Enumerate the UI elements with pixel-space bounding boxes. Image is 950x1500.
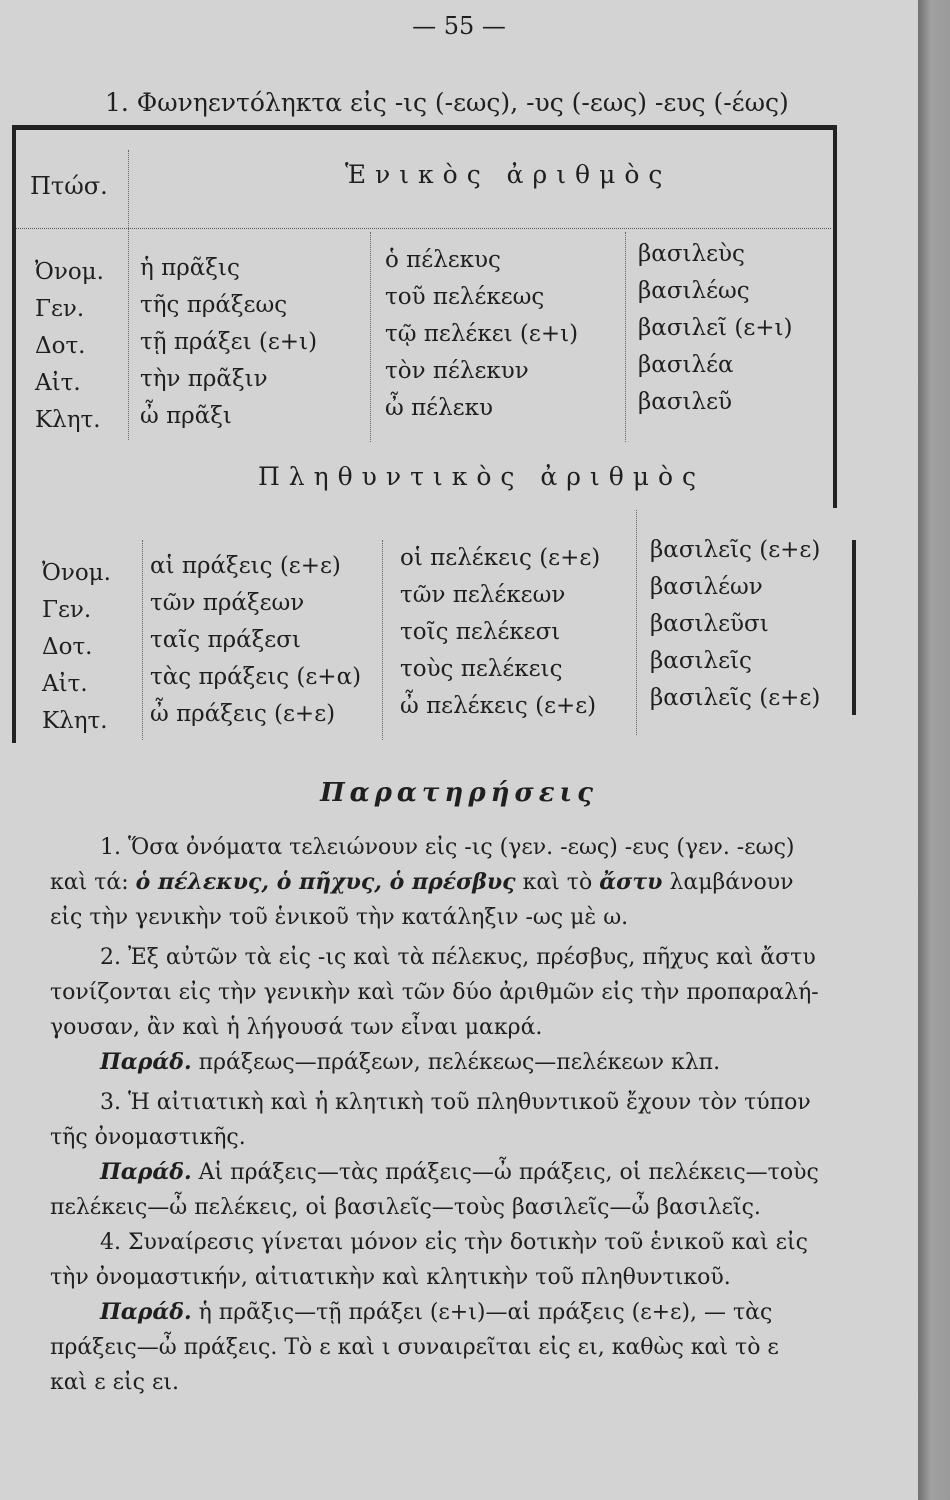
text-span: καὶ τά:	[50, 870, 129, 895]
table-cell: τῷ πελέκει (ε+ι)	[385, 321, 579, 347]
table-cell: βασιλέως	[638, 278, 750, 304]
example-line	[50, 1155, 890, 1190]
table-left-border	[12, 128, 16, 743]
singular-col1	[140, 250, 317, 435]
singular-col3	[638, 236, 793, 421]
case-label: Γεν.	[42, 597, 92, 623]
table-cell: βασιλεὺς	[638, 241, 745, 267]
observation-2	[50, 940, 890, 1080]
case-label: Κλητ.	[35, 407, 101, 433]
case-label: Αἰτ.	[42, 671, 88, 697]
plural-case-col-divider	[142, 540, 143, 740]
example-text: ἡ πρᾶξις—τῇ πράξει (ε+ι)—αἱ πράξεις (ε+ε), — τὰς	[198, 1300, 773, 1325]
plural-col1	[150, 548, 361, 733]
plural-header: Πληθυντικὸς ἀριθμὸς	[258, 462, 706, 491]
page-number: — 55 —	[412, 12, 506, 40]
text-span: καὶ τὸ	[522, 870, 593, 895]
table-cell: τῆς πράξεως	[140, 292, 288, 318]
table-cell: τῶν πράξεων	[150, 590, 305, 616]
text-span: λαμβάνουν	[669, 870, 794, 895]
example-label: Παράδ.	[100, 1049, 192, 1075]
table-cell: τὰς πράξεις (ε+α)	[150, 664, 362, 690]
text-line	[50, 865, 890, 900]
table-right-border	[833, 128, 837, 508]
case-label: Δοτ.	[35, 333, 86, 359]
observation-4	[50, 1225, 890, 1400]
case-col-divider	[128, 150, 129, 440]
case-label: Δοτ.	[42, 634, 93, 660]
text-line: τονίζονται εἰς τὴν γενικὴν καὶ τῶν δύο ἀριθμῶν εἰς τὴν προπαραλή-	[50, 980, 819, 1005]
table-cell: τοῖς πελέκεσι	[400, 619, 561, 645]
text-line: καὶ ε εἰς ει.	[50, 1370, 179, 1395]
singular-col-divider-2	[625, 232, 626, 442]
table-cell: τῇ πράξει (ε+ι)	[140, 329, 318, 355]
case-header: Πτώσ.	[30, 172, 108, 200]
example-label: Παράδ.	[100, 1299, 192, 1325]
plural-case-labels	[42, 555, 111, 740]
table-cell: ὦ πέλεκυ	[385, 395, 493, 421]
table-cell: βασιλεῦσι	[650, 611, 769, 637]
example-line	[50, 1295, 890, 1330]
table-cell: ὁ πέλεκυς	[385, 247, 501, 273]
table-top-rule	[12, 125, 837, 130]
text-line: τῆς ὀνομαστικῆς.	[50, 1125, 246, 1150]
table-cell: τοὺς πελέκεις	[400, 656, 563, 682]
text-line: πελέκεις—ὦ πελέκεις, οἱ βασιλεῖς—τοὺς βασιλεῖς—ὦ βασιλεῖς.	[50, 1195, 761, 1220]
plural-col3	[650, 532, 820, 717]
table-cell: αἱ πράξεις (ε+ε)	[150, 553, 341, 579]
observation-3	[50, 1085, 890, 1225]
observations-title: Παρατηρήσεις	[320, 778, 598, 808]
text-line: 1. Ὅσα ὀνόματα τελειώνουν εἰς -ις (γεν. -εως) -ευς (γεν. -εως)	[100, 835, 795, 860]
plural-col-divider-2	[636, 510, 637, 735]
text-line: πράξεις—ὦ πράξεις. Τὸ ε καὶ ι συναιρεῖται εἰς ει, καθὼς καὶ τὸ ε	[50, 1335, 779, 1360]
table-cell: ὦ πελέκεις (ε+ε)	[400, 693, 597, 719]
singular-case-labels	[35, 254, 104, 439]
table-cell: ἡ πρᾶξις	[140, 255, 240, 281]
table-cell: τὸν πέλεκυν	[385, 358, 529, 384]
text-line: 2. Ἐξ αὐτῶν τὰ εἰς -ις καὶ τὰ πέλεκυς, πρέσβυς, πῆχυς καὶ ἄστυ	[100, 945, 816, 970]
example-text: Αἱ πράξεις—τὰς πράξεις—ὦ πράξεις, οἱ πελέκεις—τοὺς	[198, 1160, 819, 1185]
table-cell: βασιλέων	[650, 574, 763, 600]
header-divider	[16, 228, 831, 229]
table-cell: τοῦ πελέκεως	[385, 284, 545, 310]
example-text: πράξεως—πράξεων, πελέκεως—πελέκεων κλπ.	[198, 1050, 721, 1075]
singular-col-divider-1	[370, 232, 371, 442]
case-label: Αἰτ.	[35, 370, 81, 396]
table-cell: τῶν πελέκεων	[400, 582, 566, 608]
example-words: ὁ πέλεκυς, ὁ πῆχυς, ὁ πρέσβυς	[135, 869, 516, 895]
text-line: 3. Ἡ αἰτιατικὴ καὶ ἡ κλητικὴ τοῦ πληθυντικοῦ ἔχουν τὸν τύπον	[100, 1090, 811, 1115]
case-label: Κλητ.	[42, 708, 108, 734]
table-cell: ὦ πρᾶξι	[140, 403, 232, 429]
example-line	[50, 1045, 890, 1080]
text-line: τὴν ὀνομαστικήν, αἰτιατικὴν καὶ κλητικὴν τοῦ πληθυντικοῦ.	[50, 1265, 731, 1290]
plural-col-divider-1	[382, 540, 383, 740]
example-label: Παράδ.	[100, 1159, 192, 1185]
table-cell: ταῖς πράξεσι	[150, 627, 301, 653]
page-edge	[918, 0, 950, 1500]
table-cell: βασιλεῖς (ε+ε)	[650, 685, 821, 711]
text-line: γουσαν, ἂν καὶ ἡ λήγουσά των εἶναι μακρά.	[50, 1015, 543, 1040]
text-line: εἰς τὴν γενικὴν τοῦ ἑνικοῦ τὴν κατάληξιν -ως μὲ ω.	[50, 905, 629, 930]
table-cell: βασιλεῦ	[638, 389, 733, 415]
table-cell: βασιλεῖ (ε+ι)	[638, 315, 793, 341]
table-cell: βασιλεῖς (ε+ε)	[650, 537, 821, 563]
table-right-border-lower	[852, 540, 856, 715]
example-word: ἄστυ	[599, 869, 663, 895]
observation-1	[50, 830, 890, 935]
case-label: Ὀνομ.	[42, 560, 111, 586]
text-line: 4. Συναίρεσις γίνεται μόνον εἰς τὴν δοτικὴν τοῦ ἑνικοῦ καὶ εἰς	[100, 1230, 808, 1255]
case-label: Γεν.	[35, 296, 85, 322]
table-cell: τὴν πρᾶξιν	[140, 366, 268, 392]
table-cell: οἱ πελέκεις (ε+ε)	[400, 545, 601, 571]
case-label: Ὀνομ.	[35, 259, 104, 285]
table-cell: βασιλεῖς	[650, 648, 752, 674]
singular-header: Ἑνικὸς ἀριθμὸς	[345, 160, 672, 189]
singular-col2	[385, 242, 578, 427]
table-cell: βασιλέα	[638, 352, 734, 378]
plural-col2	[400, 540, 600, 725]
section-heading: 1. Φωνηεντόληκτα εἰς -ις (-εως), -υς (-εως) -ευς (-έως)	[105, 88, 789, 117]
table-cell: ὦ πράξεις (ε+ε)	[150, 701, 336, 727]
